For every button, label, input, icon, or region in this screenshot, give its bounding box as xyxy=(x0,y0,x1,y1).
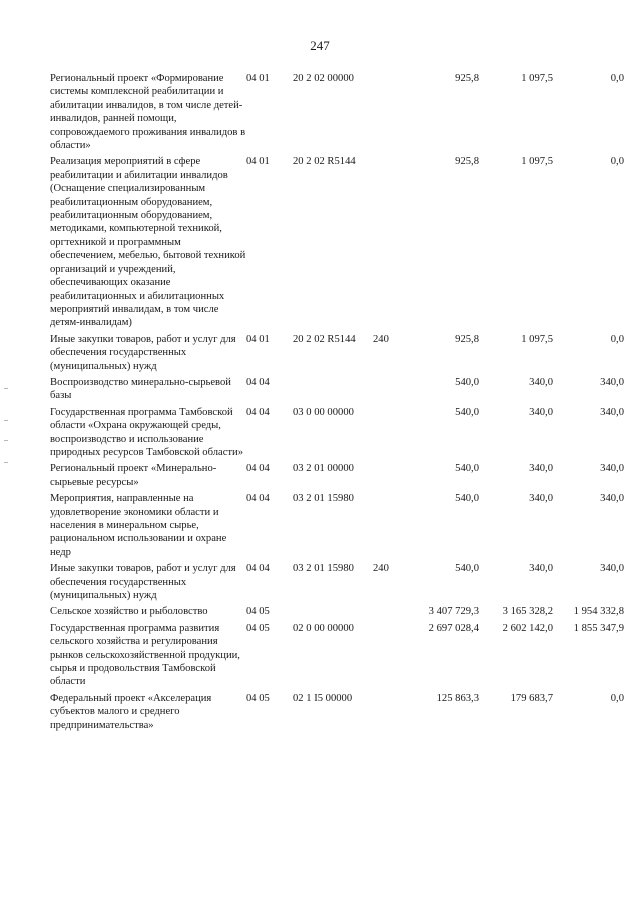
row-amount-year-3: 0,0 xyxy=(610,156,624,168)
row-amount-year-1: 2 697 028,4 xyxy=(428,622,479,634)
row-target-code xyxy=(293,605,373,621)
row-name: Региональный проект «Минерально-сырьевые ресурсы» xyxy=(50,463,217,488)
row-amount-year-2: 1 097,5 xyxy=(521,333,553,345)
table-row xyxy=(50,155,624,332)
budget-table xyxy=(50,72,624,735)
table-row xyxy=(50,622,624,692)
row-amount-year-1: 540,0 xyxy=(455,563,479,575)
row-amount-year-2: 340,0 xyxy=(529,406,553,418)
row-name: Иные закупки товаров, работ и услуг для обеспечения государственных (муниципальных) нужд xyxy=(50,333,236,372)
row-name: Государственная программа развития сельского хозяйства и регулирования рынков сельскохозяйственной продукции, сырья и продовольствия Тамбовской области xyxy=(50,622,240,688)
table-row xyxy=(50,406,624,463)
table-row xyxy=(50,333,624,376)
row-name: Воспроизводство минерально-сырьевой базы xyxy=(50,376,231,402)
row-section-code: 04 05 xyxy=(246,692,270,704)
margin-mark xyxy=(4,388,8,389)
row-section-code: 04 05 xyxy=(246,622,270,634)
table-row xyxy=(50,462,624,492)
row-section-code: 04 04 xyxy=(246,376,270,388)
row-target-code: 02 1 I5 00000 xyxy=(293,692,353,704)
row-amount-year-3: 340,0 xyxy=(600,563,624,575)
row-section-code: 04 04 xyxy=(246,493,270,505)
row-section-code: 04 05 xyxy=(246,606,270,618)
row-amount-year-1: 540,0 xyxy=(455,406,479,418)
row-amount-year-1: 925,8 xyxy=(455,156,479,168)
row-section-code: 04 04 xyxy=(246,406,270,418)
row-amount-year-3: 0,0 xyxy=(610,333,624,345)
row-target-code xyxy=(293,376,373,406)
row-amount-year-3: 0,0 xyxy=(610,73,624,84)
row-target-code: 03 2 01 15980 xyxy=(293,493,354,505)
budget-table-body xyxy=(50,72,624,735)
row-expense-code: 240 xyxy=(373,563,389,575)
table-row xyxy=(50,692,624,735)
margin-mark xyxy=(4,420,8,421)
row-amount-year-2: 340,0 xyxy=(529,563,553,575)
row-expense-code xyxy=(373,155,405,332)
row-amount-year-3: 340,0 xyxy=(600,406,624,418)
row-expense-code xyxy=(373,605,405,621)
row-expense-code xyxy=(373,406,405,463)
row-amount-year-1: 540,0 xyxy=(455,376,479,388)
row-amount-year-3: 340,0 xyxy=(600,376,624,388)
row-expense-code xyxy=(373,692,405,735)
row-amount-year-3: 340,0 xyxy=(600,493,624,505)
row-section-code: 04 01 xyxy=(246,156,270,168)
row-name: Реализация мероприятий в сфере реабилитации и абилитации инвалидов (Оснащение специализированным реабилитационным оборудованием, реабилитационным оборудованием, методиками, компьютерной техникой, оргтехникой и программным обеспечением, мебелью, бытовой техникой организаций и учреждений, обеспечивающих оказание реабилитационных и абилитационных мероприятий инвалидам, в том числе детям-инвалидам) xyxy=(50,156,246,329)
row-amount-year-2: 1 097,5 xyxy=(521,156,553,168)
row-amount-year-1: 540,0 xyxy=(455,493,479,505)
row-target-code: 03 2 01 00000 xyxy=(293,463,354,475)
row-amount-year-3: 0,0 xyxy=(610,692,624,704)
page-number: 247 xyxy=(310,38,330,53)
row-name: Региональный проект «Формирование системы комплексной реабилитации и абилитации инвалидов, в том числе детей-инвалидов, ранней помощи, сопровождаемого проживания инвалидов в области» xyxy=(50,73,246,152)
row-amount-year-3: 340,0 xyxy=(600,463,624,475)
row-amount-year-2: 340,0 xyxy=(529,463,553,475)
row-amount-year-1: 540,0 xyxy=(455,463,479,475)
row-target-code: 03 0 00 00000 xyxy=(293,406,354,418)
row-name: Сельское хозяйство и рыболовство xyxy=(50,606,208,618)
row-expense-code xyxy=(373,376,405,406)
row-name: Мероприятия, направленные на удовлетворение экономики области и населения в минеральном сырье, рациональном использовании и охране недр xyxy=(50,493,227,558)
row-amount-year-2: 2 602 142,0 xyxy=(502,622,553,634)
row-name: Иные закупки товаров, работ и услуг для обеспечения государственных (муниципальных) нужд xyxy=(50,563,236,602)
table-row xyxy=(50,562,624,605)
row-amount-year-1: 3 407 729,3 xyxy=(428,606,479,618)
row-section-code: 04 01 xyxy=(246,73,270,84)
row-amount-year-3: 1 954 332,8 xyxy=(573,606,624,618)
row-amount-year-1: 925,8 xyxy=(455,333,479,345)
row-amount-year-2: 1 097,5 xyxy=(521,73,553,84)
row-target-code: 20 2 02 00000 xyxy=(293,73,354,84)
margin-mark xyxy=(4,440,8,441)
row-amount-year-2: 340,0 xyxy=(529,376,553,388)
row-amount-year-1: 125 863,3 xyxy=(436,692,479,704)
row-target-code: 02 0 00 00000 xyxy=(293,622,354,634)
row-expense-code xyxy=(373,462,405,492)
row-amount-year-1: 925,8 xyxy=(455,73,479,84)
row-amount-year-3: 1 855 347,9 xyxy=(573,622,624,634)
row-target-code: 03 2 01 15980 xyxy=(293,563,354,575)
row-expense-code xyxy=(373,72,405,155)
row-name: Государственная программа Тамбовской области «Охрана окружающей среды, воспроизводство и использование природных ресурсов Тамбовской области» xyxy=(50,406,243,458)
table-row xyxy=(50,492,624,562)
table-row xyxy=(50,605,624,621)
row-amount-year-2: 179 683,7 xyxy=(510,692,553,704)
table-row xyxy=(50,72,624,155)
row-section-code: 04 04 xyxy=(246,463,270,475)
row-amount-year-2: 340,0 xyxy=(529,493,553,505)
row-amount-year-2: 3 165 328,2 xyxy=(502,606,553,618)
row-target-code: 20 2 02 R5144 xyxy=(293,156,356,168)
row-expense-code xyxy=(373,622,405,692)
table-row xyxy=(50,376,624,406)
margin-mark xyxy=(4,462,8,463)
row-expense-code: 240 xyxy=(373,333,389,345)
row-name: Федеральный проект «Акселерация субъектов малого и среднего предпринимательства» xyxy=(50,692,212,731)
row-expense-code xyxy=(373,492,405,562)
row-section-code: 04 04 xyxy=(246,563,270,575)
row-target-code: 20 2 02 R5144 xyxy=(293,333,356,345)
row-section-code: 04 01 xyxy=(246,333,270,345)
